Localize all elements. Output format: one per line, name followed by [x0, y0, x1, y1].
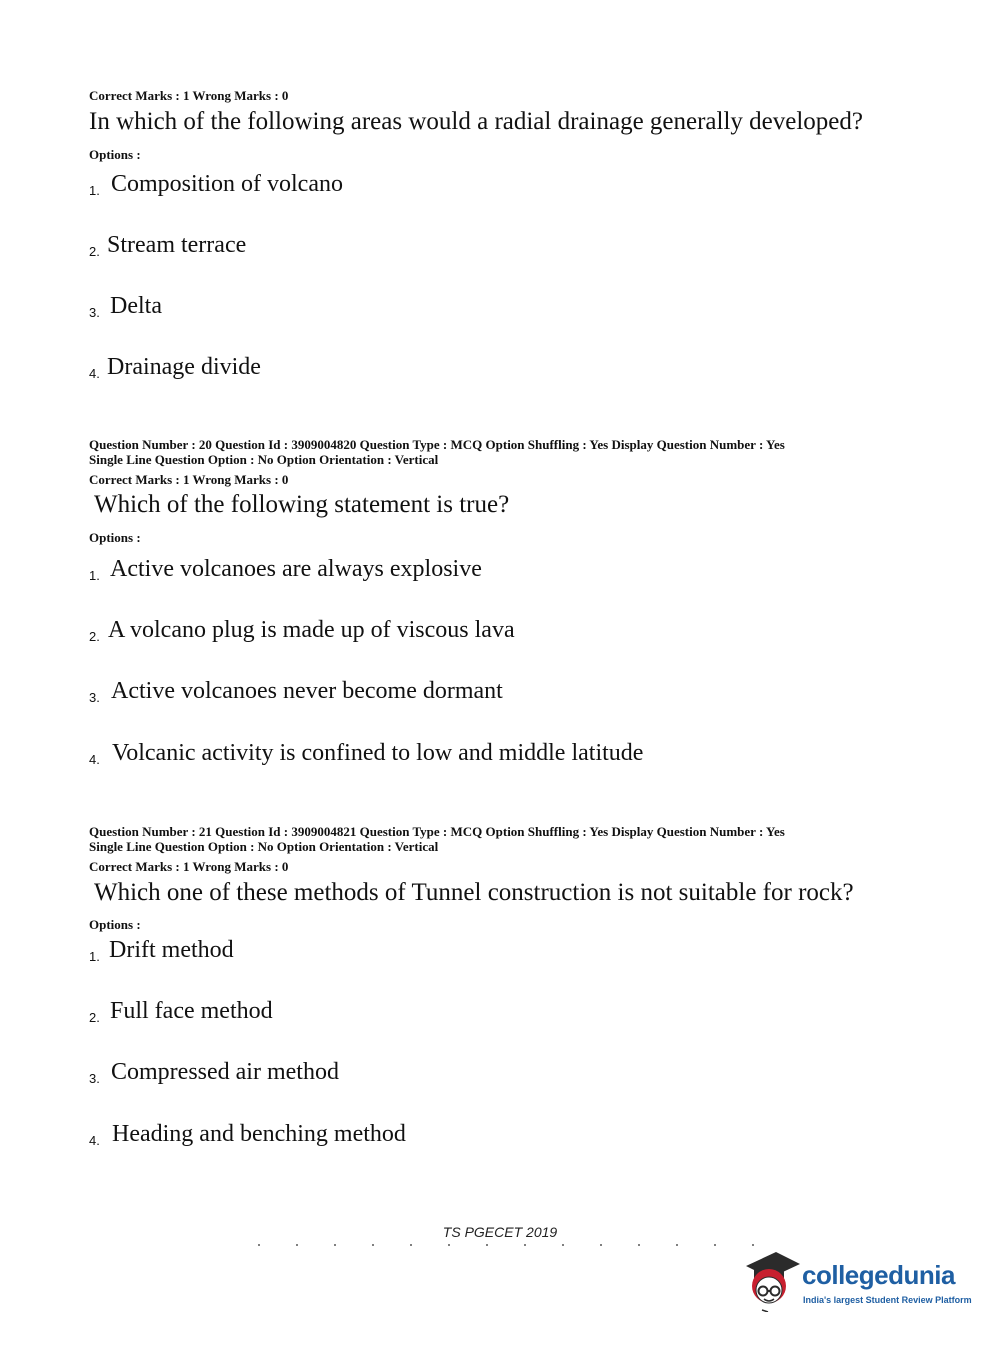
options-label: Options : — [89, 147, 141, 162]
option-1 — [89, 170, 343, 198]
question-marks: Correct Marks : 1 Wrong Marks : 0 — [89, 88, 289, 103]
option-1 — [89, 936, 234, 964]
option-number: 2. — [89, 244, 100, 259]
option-2 — [89, 997, 273, 1025]
question-text: Which one of these methods of Tunnel construction is not suitable for rock? — [94, 879, 854, 906]
logo-wordmark: collegedunia — [802, 1260, 955, 1290]
option-text: Composition of volcano — [111, 171, 343, 197]
option-number: 1. — [89, 949, 100, 964]
question-block-20 — [89, 437, 919, 767]
option-text: Volcanic activity is confined to low and middle latitude — [112, 740, 644, 766]
question-block-1 — [89, 88, 919, 381]
option-2 — [89, 616, 515, 644]
option-text: Heading and benching method — [112, 1121, 406, 1147]
option-text: Stream terrace — [107, 232, 247, 258]
question-meta-line2: Single Line Question Option : No Option Orientation : Vertical — [89, 839, 439, 854]
option-text: Compressed air method — [111, 1059, 339, 1085]
mascot-icon — [740, 1246, 802, 1312]
option-3 — [89, 292, 162, 320]
option-number: 2. — [89, 629, 100, 644]
option-1 — [89, 555, 482, 583]
question-text: In which of the following areas would a radial drainage generally developed? — [89, 108, 863, 135]
option-number: 3. — [89, 690, 100, 705]
option-3 — [89, 677, 503, 705]
options-label: Options : — [89, 917, 141, 932]
option-text: Drift method — [109, 937, 234, 963]
option-number: 4. — [89, 1133, 100, 1148]
option-text: Delta — [110, 293, 162, 319]
option-text: Active volcanoes are always explosive — [110, 556, 482, 582]
question-meta-line1: Question Number : 21 Question Id : 3909004821 Question Type : MCQ Option Shuffling : Yes Display Question Number : Yes — [89, 824, 785, 839]
options-label: Options : — [89, 530, 141, 545]
option-number: 1. — [89, 183, 100, 198]
question-meta-line2: Single Line Question Option : No Option Orientation : Vertical — [89, 452, 439, 467]
footer-dotted-line — [240, 1244, 760, 1246]
option-number: 1. — [89, 568, 100, 583]
collegedunia-logo — [740, 1246, 980, 1316]
footer-exam-title: TS PGECET 2019 — [442, 1224, 558, 1240]
question-block-21 — [89, 824, 919, 1148]
option-number: 4. — [89, 366, 100, 381]
option-3 — [89, 1058, 339, 1086]
logo-tagline: India's largest Student Review Platform — [803, 1295, 972, 1305]
option-2 — [89, 231, 246, 259]
option-number: 2. — [89, 1010, 100, 1025]
option-text: A volcano plug is made up of viscous lava — [108, 617, 515, 643]
option-4 — [89, 353, 261, 381]
question-text: Which of the following statement is true? — [94, 491, 510, 518]
question-marks: Correct Marks : 1 Wrong Marks : 0 — [89, 472, 289, 487]
option-4 — [89, 739, 643, 767]
option-number: 3. — [89, 1071, 100, 1086]
option-text: Drainage divide — [107, 354, 261, 380]
option-text: Full face method — [110, 998, 273, 1024]
option-text: Active volcanoes never become dormant — [111, 678, 503, 704]
question-meta-line1: Question Number : 20 Question Id : 3909004820 Question Type : MCQ Option Shuffling : Yes Display Question Number : Yes — [89, 437, 785, 452]
option-4 — [89, 1120, 406, 1148]
option-number: 3. — [89, 305, 100, 320]
question-marks: Correct Marks : 1 Wrong Marks : 0 — [89, 859, 289, 874]
option-number: 4. — [89, 752, 100, 767]
